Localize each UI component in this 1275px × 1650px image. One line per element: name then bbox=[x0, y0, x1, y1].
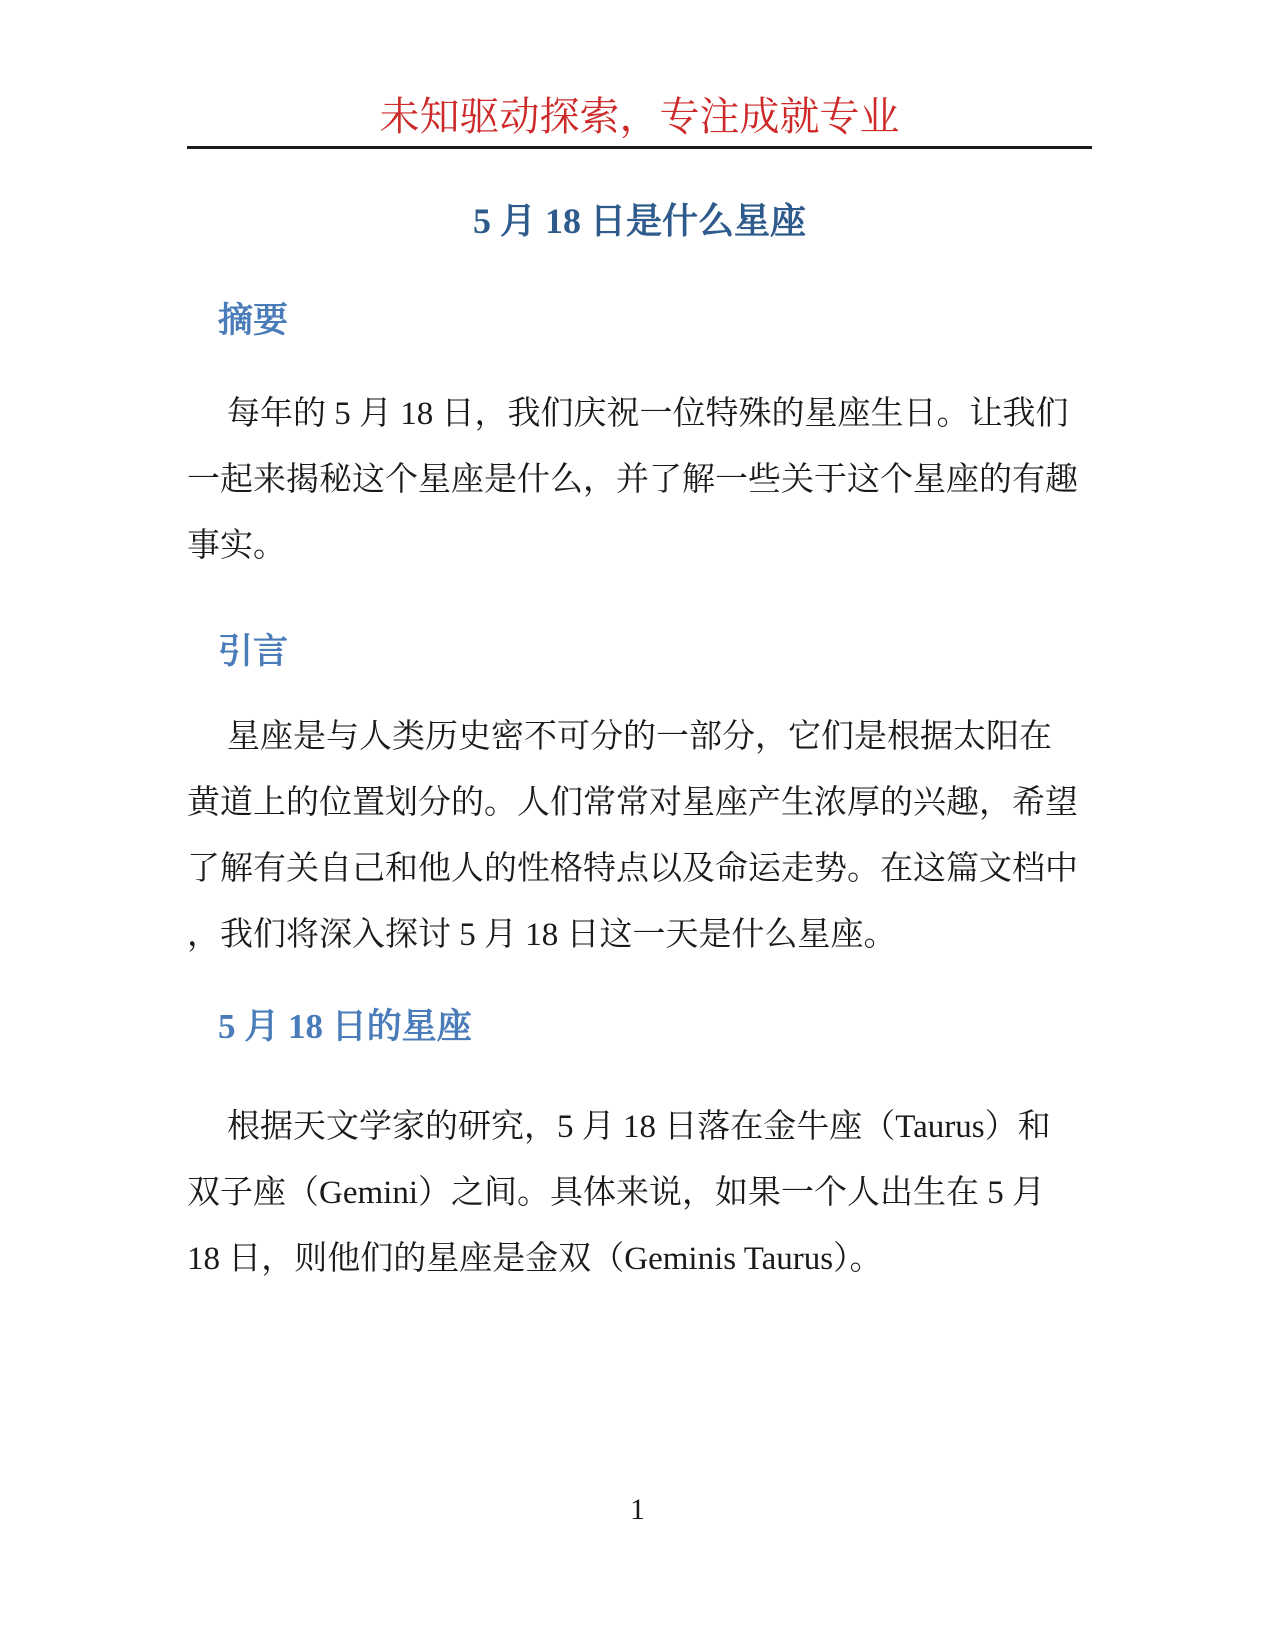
paragraph-line: 双子座（Gemini）之间。具体来说，如果一个人出生在 5 月 bbox=[187, 1175, 1045, 1211]
paragraph-zodiac-sign bbox=[187, 1094, 1092, 1292]
paragraph-line: 星座是与人类历史密不可分的一部分，它们是根据太阳在 bbox=[227, 719, 1052, 755]
paragraph-line: 事实。 bbox=[187, 528, 286, 564]
section-heading-introduction: 引言 bbox=[218, 632, 289, 671]
header-slogan: 未知驱动探索，专注成就专业 bbox=[379, 94, 900, 139]
page-title: 5 月 18 日是什么星座 bbox=[472, 201, 806, 241]
page-number: 1 bbox=[630, 1493, 645, 1526]
paragraph-line: ，我们将深入探讨 5 月 18 日这一天是什么星座。 bbox=[187, 917, 897, 953]
section-heading-abstract: 摘要 bbox=[218, 301, 289, 340]
paragraph-introduction bbox=[187, 704, 1092, 968]
paragraph-line: 根据天文学家的研究，5 月 18 日落在金牛座（Taurus）和 bbox=[227, 1109, 1051, 1145]
paragraph-line: 18 日，则他们的星座是金双（Geminis Taurus）。 bbox=[187, 1241, 883, 1277]
header-rule bbox=[187, 146, 1092, 149]
paragraph-abstract bbox=[187, 381, 1092, 579]
paragraph-line: 一起来揭秘这个星座是什么，并了解一些关于这个星座的有趣 bbox=[187, 462, 1078, 498]
section-heading-zodiac-sign: 5 月 18 日的星座 bbox=[218, 1007, 472, 1046]
paragraph-line: 每年的 5 月 18 日，我们庆祝一位特殊的星座生日。让我们 bbox=[227, 396, 1069, 432]
paragraph-line: 黄道上的位置划分的。人们常常对星座产生浓厚的兴趣，希望 bbox=[187, 785, 1078, 821]
paragraph-line: 了解有关自己和他人的性格特点以及命运走势。在这篇文档中 bbox=[187, 851, 1078, 887]
